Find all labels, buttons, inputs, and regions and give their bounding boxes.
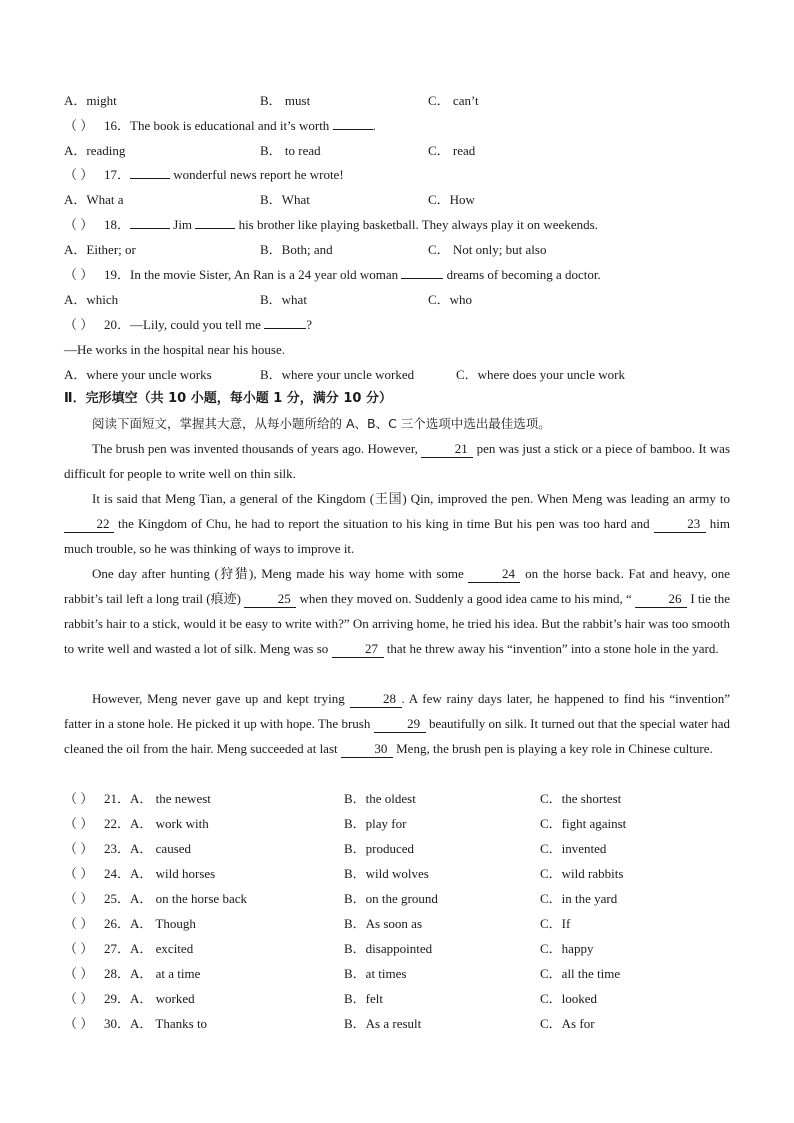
answer-paren: （ ） (64, 1016, 94, 1031)
q15-option-b: B． must (260, 93, 311, 108)
q18-stem: （ ） 18． Jim his brother like playing basketball. They always play it on weekends. (64, 212, 734, 237)
option-c: C．in the yard (540, 891, 618, 906)
option-row: （ ） 26．A． Though B．As soon as C．If (64, 911, 744, 936)
answer-paren: （ ） (64, 791, 94, 806)
option-c: C．If (540, 916, 571, 931)
answer-paren: （ ） (64, 941, 94, 956)
option-row: （ ） 23．A． caused B．produced C．invented (64, 836, 744, 861)
answer-blank (333, 115, 373, 130)
cloze-blank-25: 25 (244, 591, 296, 608)
section-title: Ⅱ．完形填空（共 10 小题，每小题 1 分，满分 10 分） (64, 391, 392, 406)
passage-paragraph-4: However, Meng never gave up and kept trying 28 . A few rainy days later, he happened to find his “invention” fatter in a stone hole. He picked it up with hope. The brush 29 beautifully on silk. It turned out that the special water had cleaned the oil from the hair. Meng succeeded at last 30 Meng, the brush pen is playing a key role in Chinese culture. (64, 691, 731, 756)
q19-options (64, 287, 744, 312)
option-c: C．wild rabbits (540, 866, 624, 881)
option-b: B．wild wolves (344, 866, 429, 881)
q15-option-a: A．might (64, 93, 117, 108)
option-a: A． Though (130, 916, 196, 931)
q18-option-a: A．Either; or (64, 242, 136, 257)
answer-blank (195, 214, 235, 229)
answer-paren: （ ） (64, 816, 94, 831)
cloze-blank-24: 24 (468, 566, 520, 583)
answer-blank (130, 214, 170, 229)
option-a: A． excited (130, 941, 194, 956)
section-instruction: 阅读下面短文，掌握其大意，从每小题所给的 A、B、C 三个选项中选出最佳选项。 (92, 416, 551, 431)
option-b: B．felt (344, 991, 383, 1006)
answer-blank (130, 164, 170, 179)
answer-paren: （ ） (64, 966, 94, 981)
answer-paren: （ ） (64, 167, 94, 182)
q20-option-b: B．where your uncle worked (260, 367, 415, 382)
cloze-blank-27: 27 (332, 641, 384, 658)
option-c: C．all the time (540, 966, 621, 981)
q16-option-a: A．reading (64, 143, 126, 158)
option-a: A． work with (130, 816, 209, 831)
option-c: C．As for (540, 1016, 595, 1031)
option-row: （ ） 24．A． wild horses B．wild wolves C．wild rabbits (64, 861, 744, 886)
cloze-blank-21: 21 (421, 441, 473, 458)
cloze-blank-28: 28 (350, 691, 402, 708)
option-c: C．fight against (540, 816, 627, 831)
option-b: B．at times (344, 966, 407, 981)
cloze-blank-29: 29 (374, 716, 426, 733)
option-c: C．happy (540, 941, 594, 956)
q18-options (64, 237, 744, 262)
answer-paren: （ ） (64, 891, 94, 906)
cloze-blank-23: 23 (654, 516, 706, 533)
option-b: B．play for (344, 816, 407, 831)
cloze-blank-22: 22 (64, 516, 114, 533)
q19-option-c: C．who (428, 292, 473, 307)
option-b: B．the oldest (344, 791, 416, 806)
answer-paren: （ ） (64, 267, 94, 282)
option-a: A． the newest (130, 791, 211, 806)
option-a: A． worked (130, 991, 195, 1006)
q18-option-b: B．Both; and (260, 242, 333, 257)
answer-blank (401, 264, 443, 279)
q16-option-c: C． read (428, 143, 476, 158)
option-b: B．As soon as (344, 916, 423, 931)
option-row: （ ） 22．A． work with B．play for C．fight against (64, 811, 744, 836)
q17-options (64, 187, 744, 212)
answer-blank (264, 314, 306, 329)
q17-stem: （ ） 17． wonderful news report he wrote! (64, 162, 734, 187)
option-b: B．As a result (344, 1016, 422, 1031)
passage-paragraph-2: It is said that Meng Tian, a general of the Kingdom (王国) Qin, improved the pen. When Meng was leading an army to 22 the Kingdom of Chu, he had to report the situation to his king in time But his pen was too hard and 23 him much trouble, so he was thinking of ways to improve it. (64, 491, 730, 556)
cloze-blank-30: 30 (341, 741, 393, 758)
option-row: （ ） 21．A． the newest B．the oldest C．the shortest (64, 786, 744, 811)
q20-option-c: C．where does your uncle work (456, 367, 625, 382)
option-c: C．the shortest (540, 791, 622, 806)
answer-paren: （ ） (64, 841, 94, 856)
option-c: C．invented (540, 841, 607, 856)
option-b: B．produced (344, 841, 415, 856)
option-row: （ ） 25．A． on the horse back B．on the ground C．in the yard (64, 886, 744, 911)
q20-stem: （ ） 20．—Lily, could you tell me ? (64, 312, 734, 337)
q17-option-b: B．What (260, 192, 310, 207)
q19-option-a: A．which (64, 292, 119, 307)
answer-paren: （ ） (64, 991, 94, 1006)
option-b: B．disappointed (344, 941, 433, 956)
q20-options (64, 362, 744, 387)
passage-paragraph-1: The brush pen was invented thousands of years ago. However, 21 pen was just a stick or a piece of bamboo. It was difficult for people to write well on thin silk. (64, 441, 730, 481)
q18-option-c: C． Not only; but also (428, 242, 547, 257)
answer-paren: （ ） (64, 118, 94, 133)
q17-option-a: A．What a (64, 192, 124, 207)
cloze-blank-26: 26 (635, 591, 687, 608)
q19-stem: （ ） 19．In the movie Sister, An Ran is a 24 year old woman dreams of becoming a doctor. (64, 262, 734, 287)
option-row: （ ） 28．A． at a time B．at times C．all the time (64, 961, 744, 986)
answer-paren: （ ） (64, 217, 94, 232)
option-row: （ ） 27．A． excited B．disappointed C．happy (64, 936, 744, 961)
option-row: （ ） 30．A． Thanks to B．As a result C．As for (64, 1011, 744, 1036)
answer-paren: （ ） (64, 317, 94, 332)
option-c: C．looked (540, 991, 598, 1006)
q15-options (64, 88, 744, 113)
option-b: B．on the ground (344, 891, 438, 906)
option-a: A． Thanks to (130, 1016, 208, 1031)
q17-option-c: C．How (428, 192, 475, 207)
q20-reply: —He works in the hospital near his house. (64, 342, 285, 357)
answer-paren: （ ） (64, 916, 94, 931)
option-a: A． on the horse back (130, 891, 247, 906)
option-a: A． caused (130, 841, 192, 856)
option-row: （ ） 29．A． worked B．felt C．looked (64, 986, 744, 1011)
q20-option-a: A．where your uncle works (64, 367, 212, 382)
q19-option-b: B．what (260, 292, 307, 307)
q16-stem: （ ） 16．The book is educational and it’s worth . (64, 113, 734, 138)
passage-paragraph-3: One day after hunting (狩猎), Meng made his way home with some 24 on the horse back. Fat and heavy, one rabbit’s tail left a long trail (痕迹) 25 when they moved on. Suddenly a good idea came to his mind, “ 26 I tie the rabbit’s hair to a stick, would it be easy to write with?” On arriving home, he tried his idea. But the rabbit’s hair was too smooth to write well and wasted a lot of silk. Meng was so 27 that he threw away his “invention” into a stone hole in the yard. (64, 566, 731, 656)
q16-options (64, 138, 744, 163)
option-a: A． wild horses (130, 866, 216, 881)
q15-option-c: C． can’t (428, 93, 479, 108)
answer-paren: （ ） (64, 866, 94, 881)
option-a: A． at a time (130, 966, 201, 981)
q16-option-b: B． to read (260, 143, 321, 158)
